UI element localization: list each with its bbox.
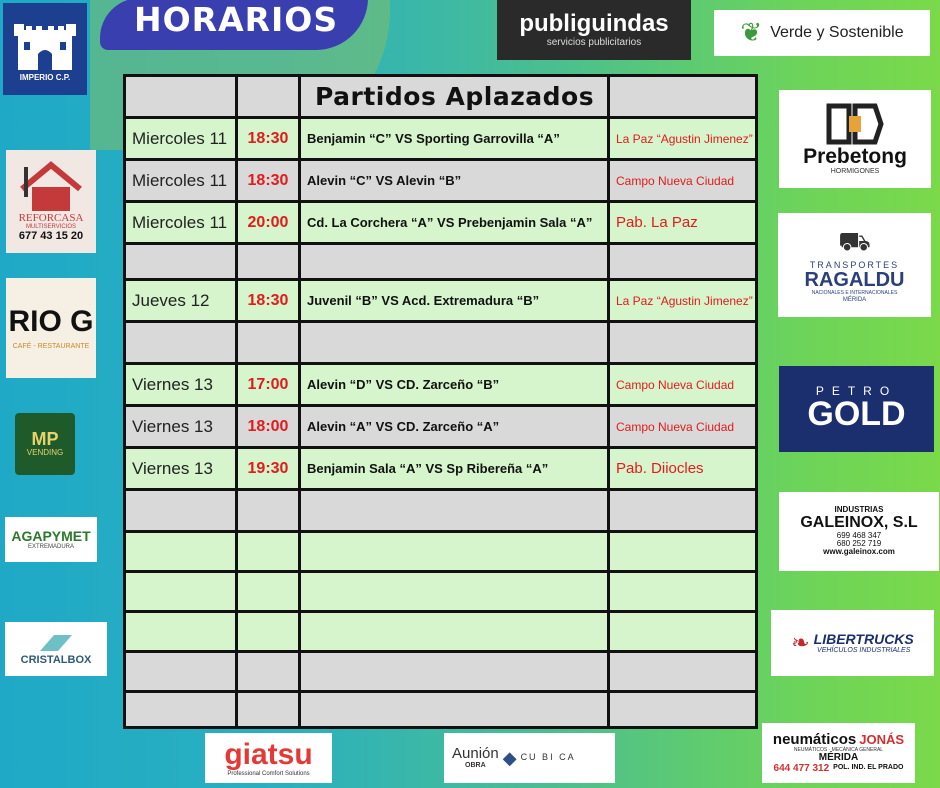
schedule-table [123,74,758,729]
venue-cell [609,244,757,280]
mpvending-name: MP [31,429,59,450]
time-cell: 18:00 [237,406,300,448]
time-cell: 18:30 [237,160,300,202]
glass-icon [36,631,76,655]
giatsu-logo [205,733,332,783]
match-cell [300,490,609,532]
castle-icon [10,16,80,74]
match-cell: Benjamin “C” VS Sporting Garrovilla “A” [300,118,609,160]
match-cell [300,532,609,572]
table-row [125,532,757,572]
match-cell: Alevin “A” VS CD. Zarceño “A” [300,406,609,448]
table-row [125,364,757,406]
prebetong-logo [779,90,931,188]
day-cell [125,572,237,612]
leaf-icon: ❦ [740,18,763,48]
ragaldu-logo [778,213,931,317]
time-cell: 18:30 [237,280,300,322]
bird-icon: ❧ [791,630,810,656]
day-cell [125,612,237,652]
galeinox-phone1: 699 468 347 [836,530,882,540]
time-cell [237,692,300,728]
day-cell: Miercoles 11 [125,118,237,160]
time-cell: 18:30 [237,118,300,160]
verde-label: Verde y Sostenible [770,23,904,41]
table-row [125,160,757,202]
publiguindas-name: publiguindas [519,10,669,38]
neumaticos-addr: POL. IND. EL PRADO [833,763,904,771]
galeinox-phone2: 680 252 719 [836,538,882,548]
time-cell [237,244,300,280]
neumaticos-name: neumáticos [772,731,857,748]
riog-sub: CAFÉ - RESTAURANTE [12,343,90,351]
table-header-row [125,76,757,118]
mpvending-logo [15,413,75,475]
cristalbox-name: CRISTALBOX [20,654,92,667]
verde-logo [714,10,930,56]
venue-cell [609,490,757,532]
agapymet-name: AGAPYMET [11,528,91,544]
mpvending-sub: VENDING [26,448,64,458]
title-banner [100,0,368,50]
match-cell: Alevin “D” VS CD. Zarceño “B” [300,364,609,406]
neumaticos-jonas: JONÁS [859,732,905,747]
neumaticos-phone: 644 477 312 [773,762,830,774]
match-cell [300,322,609,364]
day-cell: Miercoles 11 [125,160,237,202]
ragaldu-sub: NACIONALES E INTERNACIONALES [811,290,898,297]
neumaticos-sub: NEUMÁTICOS · MECÁNICA GENERAL [793,746,884,753]
truck-icon: ⛟ [838,227,871,257]
giatsu-sub: Professional Comfort Solutions [227,770,310,777]
libertrucks-sub: VEHÍCULOS INDUSTRIALES [817,646,911,654]
table-title-cell [300,76,609,118]
day-cell: Viernes 13 [125,448,237,490]
venue-cell: La Paz “Agustin Jimenez” [609,280,757,322]
match-cell [300,244,609,280]
match-cell [300,652,609,692]
riog-name: RIO G [8,304,94,338]
time-cell [237,532,300,572]
day-cell [125,244,237,280]
match-cell [300,692,609,728]
table-title: Partidos Aplazados [315,82,595,111]
table-row [125,244,757,280]
venue-cell [609,652,757,692]
agapymet-sub: EXTREMADURA [27,543,74,550]
agapymet-logo [5,517,97,562]
venue-cell [609,692,757,728]
day-cell: Miercoles 11 [125,202,237,244]
petrogold-top: PETRO [815,383,898,398]
giatsu-name: giatsu [224,738,313,772]
publiguindas-logo [497,0,691,60]
time-cell [237,652,300,692]
reforcasa-logo [6,150,96,253]
ragaldu-top: TRANSPORTES [809,260,900,270]
prebetong-name: Prebetong [803,145,907,169]
day-cell [125,532,237,572]
venue-cell: La Paz “Agustin Jimenez” [609,118,757,160]
prebetong-sub: HORMIGONES [830,168,880,176]
day-cell: Viernes 13 [125,364,237,406]
galeinox-logo [779,492,939,571]
aunion-name: Aunión [452,745,499,763]
table-row [125,572,757,612]
table-row [125,652,757,692]
time-cell [237,322,300,364]
match-cell [300,612,609,652]
venue-cell: Pab. Diiocles [609,448,757,490]
imperio-label: IMPERIO C.P. [19,72,71,82]
ragaldu-name: RAGALDU [804,269,905,292]
day-cell [125,692,237,728]
table-row [125,490,757,532]
day-cell [125,490,237,532]
aunion-obra: OBRA [465,762,486,770]
venue-cell [609,612,757,652]
time-cell: 19:30 [237,448,300,490]
reforcasa-name: REFORCASA [18,211,84,224]
prebetong-icon [825,102,885,146]
header-cell [125,76,237,118]
time-cell [237,490,300,532]
venue-cell [609,532,757,572]
table-row [125,322,757,364]
ragaldu-city: MÉRIDA [842,296,867,303]
header-cell [237,76,300,118]
time-cell: 17:00 [237,364,300,406]
neumaticos-city: MÉRIDA [818,752,859,763]
match-cell: Benjamin Sala “A” VS Sp Ribereña “A” [300,448,609,490]
table-row [125,406,757,448]
libertrucks-logo [771,610,934,676]
cristalbox-logo [5,622,107,676]
match-cell [300,572,609,612]
venue-cell: Campo Nueva Ciudad [609,160,757,202]
table-row [125,118,757,160]
match-cell: Cd. La Corchera “A” VS Prebenjamin Sala “A” [300,202,609,244]
cube-icon: ◆ [502,747,517,769]
table-row [125,692,757,728]
match-cell: Alevin “C” VS Alevin “B” [300,160,609,202]
riog-logo [6,278,96,378]
table-row [125,280,757,322]
libertrucks-name: LIBERTRUCKS [813,630,914,647]
aunion-cubica: CU BI CA [520,752,576,763]
reforcasa-phone: 677 43 15 20 [18,229,84,242]
reforcasa-sub: MULTISERVICIOS [25,224,77,231]
day-cell [125,652,237,692]
venue-cell [609,322,757,364]
time-cell: 20:00 [237,202,300,244]
time-cell [237,612,300,652]
galeinox-web: www.galeinox.com [823,547,895,557]
page-title: HORARIOS [134,0,339,39]
day-cell: Viernes 13 [125,406,237,448]
venue-cell: Pab. La Paz [609,202,757,244]
neumaticos-logo [762,723,915,783]
petrogold-logo [779,366,934,452]
petrogold-name: GOLD [807,395,906,434]
venue-cell [609,572,757,612]
galeinox-name: GALEINOX, S.L [800,513,918,531]
aunion-logo [444,733,615,783]
day-cell [125,322,237,364]
venue-cell: Campo Nueva Ciudad [609,406,757,448]
house-icon [16,161,86,213]
header-cell [609,76,757,118]
table-row [125,448,757,490]
imperio-logo [3,3,87,95]
galeinox-top: INDUSTRIAS [834,505,884,515]
venue-cell: Campo Nueva Ciudad [609,364,757,406]
table-row [125,202,757,244]
table-row [125,612,757,652]
publiguindas-sub: servicios publicitarios [546,37,642,49]
match-cell: Juvenil “B” VS Acd. Extremadura “B” [300,280,609,322]
time-cell [237,572,300,612]
day-cell: Jueves 12 [125,280,237,322]
